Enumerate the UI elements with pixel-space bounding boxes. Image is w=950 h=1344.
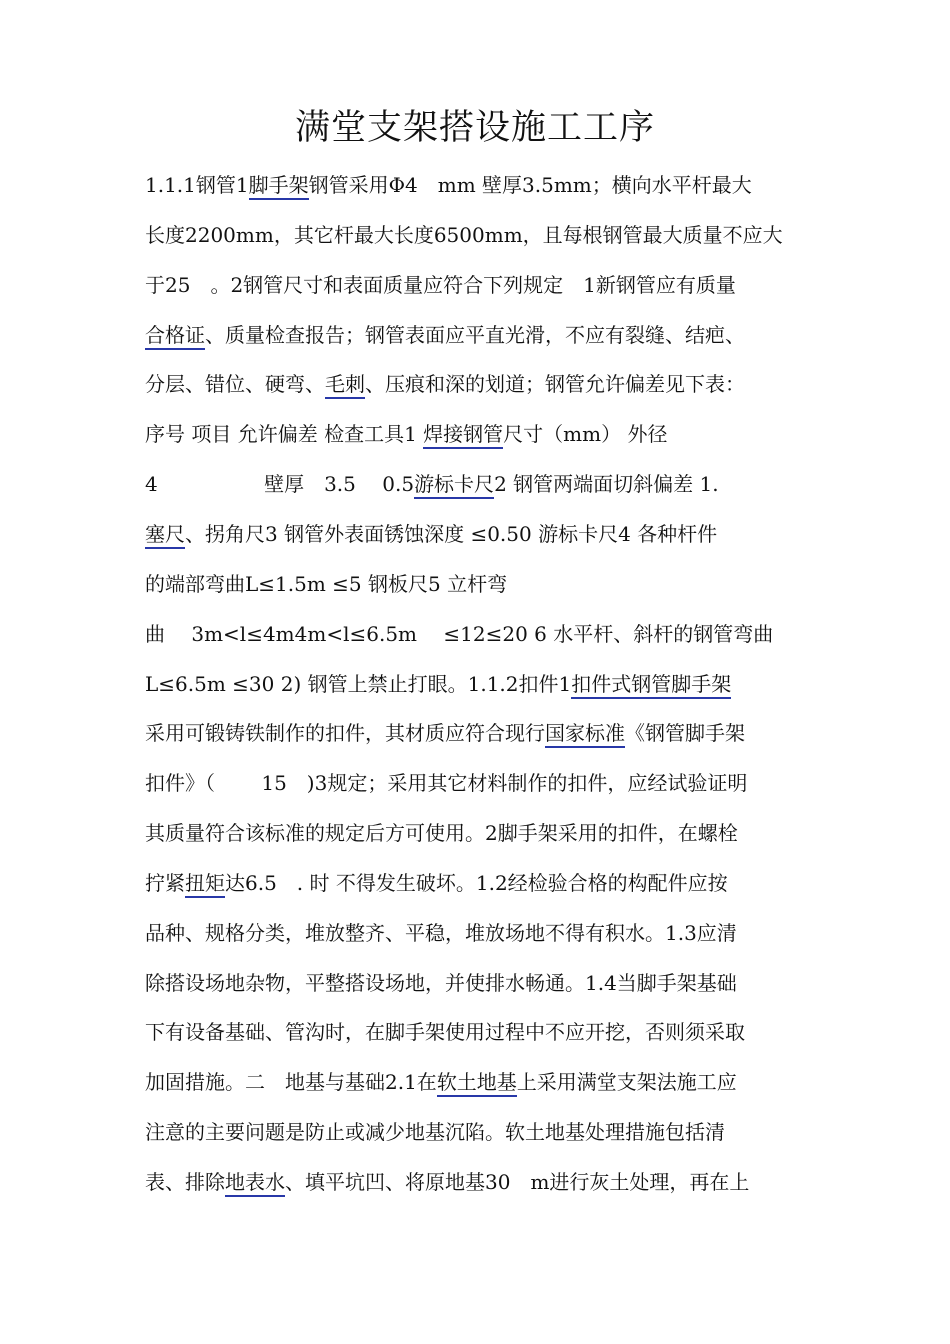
text-line (145, 1067, 815, 1097)
text-line (145, 469, 815, 499)
text-segment: 表、排除 (145, 1170, 225, 1194)
text-segment: 采用可锻铸铁制作的扣件，其材质应符合现行 (145, 721, 545, 746)
text-line (145, 320, 815, 350)
text-segment: 、拐角尺3 钢管外表面锈蚀深度 ≤0.50 游标卡尺4 各种杆件 (185, 521, 718, 546)
text-segment: 扣件》（ 15 )3规定；采用其它材料制作的扣件，应经试验证明 (145, 771, 748, 796)
text-segment: 、填平坑凹、将原地基30 m进行灰土处理，再在上 (285, 1170, 750, 1194)
text-segment: 1.1.1钢管1 (145, 173, 249, 197)
text-segment: 钢管采用Φ4 mm 壁厚3.5mm；横向水平杆最大 (308, 173, 752, 197)
text-segment: 4 壁厚 3.5 0.5 (145, 472, 415, 497)
text-segment: 达6.5 . 时 不得发生破坏。1.2经检验合格的构配件应按 (225, 870, 728, 895)
text-line (145, 569, 815, 599)
text-segment: 下有设备基础、管沟时，在脚手架使用过程中不应开挖，否则须采取 (145, 1020, 745, 1045)
text-segment: 尺寸（mm） 外径 (503, 422, 668, 447)
text-line (145, 768, 815, 798)
text-line (145, 170, 815, 200)
keyword-link[interactable]: 扣件式钢管脚手架 (571, 672, 731, 699)
text-line (145, 918, 815, 948)
text-segment: 其质量符合该标准的规定后方可使用。2脚手架采用的扣件，在螺栓 (145, 821, 738, 846)
text-line (145, 519, 815, 549)
text-line (145, 1167, 815, 1197)
text-line (145, 369, 815, 399)
text-segment: L≤6.5m ≤30 2) 钢管上禁止打眼。1.1.2扣件1 (145, 671, 572, 696)
text-line (145, 669, 815, 699)
keyword-link[interactable]: 软土地基 (437, 1070, 517, 1097)
text-segment: 2 钢管两端面切斜偏差 1. (494, 472, 719, 497)
text-line (145, 1017, 815, 1047)
text-line (145, 619, 815, 649)
text-segment: 于25 。2钢管尺寸和表面质量应符合下列规定 1新钢管应有质量 (145, 272, 736, 297)
text-line (145, 1117, 815, 1147)
text-segment: 除搭设场地杂物，平整搭设场地，并使排水畅通。1.4当脚手架基础 (145, 970, 737, 995)
keyword-link[interactable]: 塞尺 (145, 522, 185, 549)
text-segment: 拧紧 (145, 870, 185, 895)
keyword-link[interactable]: 脚手架 (249, 173, 309, 200)
keyword-link[interactable]: 游标卡尺 (414, 472, 494, 499)
text-segment: 《钢管脚手架 (625, 721, 745, 746)
text-line (145, 868, 815, 898)
text-line (145, 220, 815, 250)
text-line (145, 818, 815, 848)
text-segment: 曲 3m<l≤4m4m<l≤6.5m ≤12≤20 6 水平杆、斜杆的钢管弯曲 (145, 621, 774, 646)
text-segment: 品种、规格分类，堆放整齐、平稳，堆放场地不得有积水。1.3应清 (145, 920, 737, 945)
keyword-link[interactable]: 焊接钢管 (423, 422, 503, 449)
text-segment: 上采用满堂支架法施工应 (516, 1070, 737, 1095)
keyword-link[interactable]: 地表水 (225, 1170, 285, 1197)
keyword-link[interactable]: 扭矩 (185, 871, 225, 898)
text-line (145, 270, 815, 300)
text-line (145, 718, 815, 748)
text-segment: 注意的主要问题是防止或减少地基沉陷。软土地基处理措施包括清 (145, 1120, 725, 1145)
text-line (145, 419, 815, 449)
keyword-link[interactable]: 国家标准 (545, 721, 625, 748)
text-segment: 加固措施。二 地基与基础2.1在 (145, 1070, 437, 1095)
keyword-link[interactable]: 毛刺 (325, 372, 365, 399)
text-line (145, 968, 815, 998)
text-segment: 序号 项目 允许偏差 检查工具1 (145, 422, 424, 447)
text-segment: 长度2200mm，其它杆最大长度6500mm，且每根钢管最大质量不应大 (145, 222, 783, 247)
text-segment: 的端部弯曲L≤1.5m ≤5 钢板尺5 立杆弯 (145, 571, 508, 596)
keyword-link[interactable]: 合格证 (145, 323, 205, 350)
page-title: 满堂支架搭设施工工序 (294, 108, 655, 148)
text-segment: 分层、错位、硬弯、 (145, 372, 325, 397)
text-segment: 、质量检查报告；钢管表面应平直光滑，不应有裂缝、结疤、 (205, 322, 745, 347)
text-segment: 、压痕和深的划道；钢管允许偏差见下表： (365, 372, 745, 397)
